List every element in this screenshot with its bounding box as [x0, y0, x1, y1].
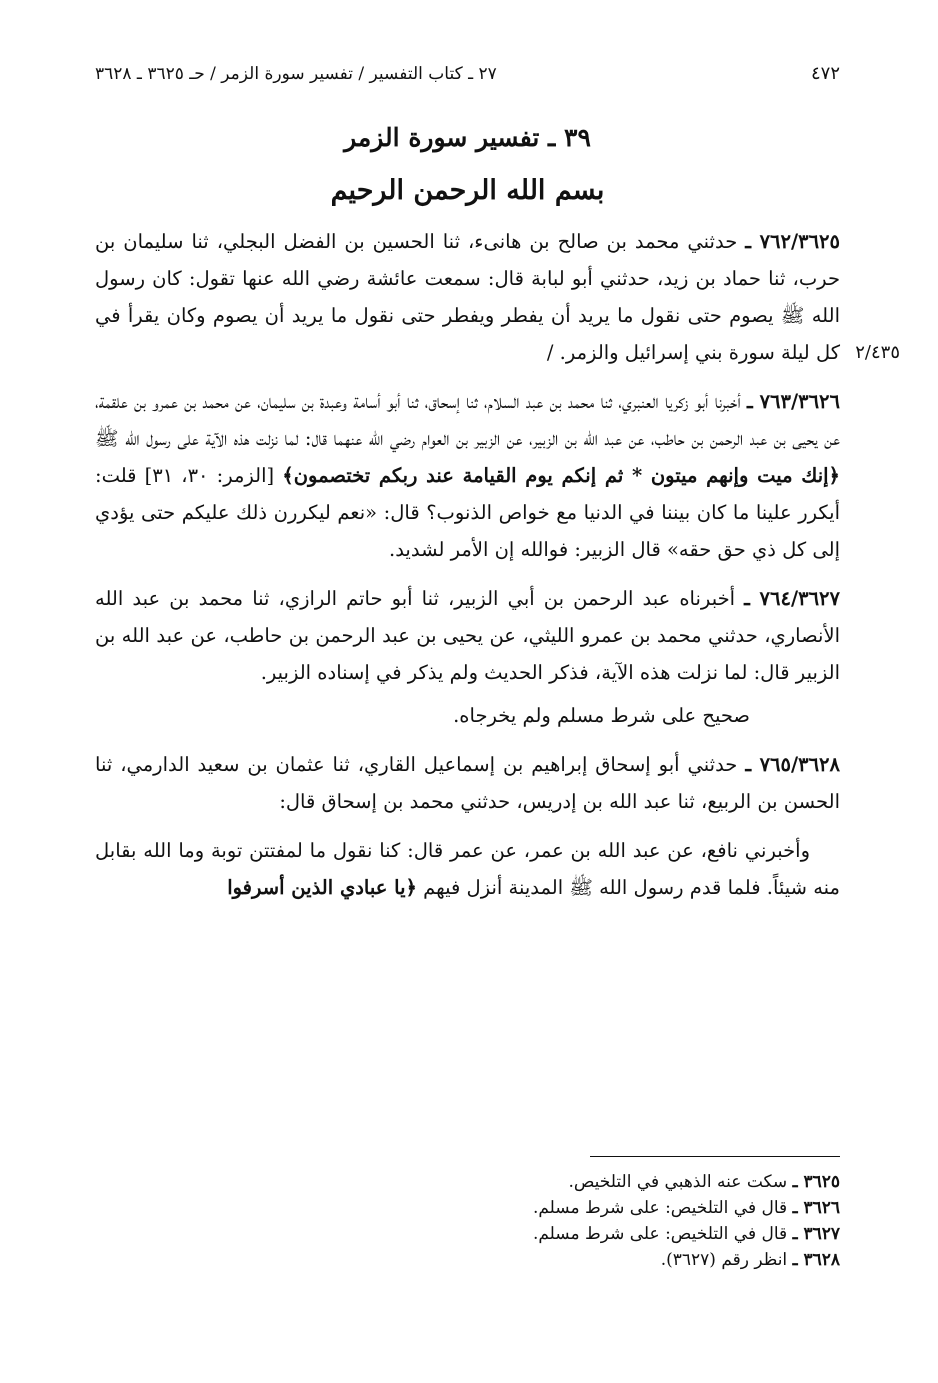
basmala: بسم الله الرحمن الرحيم: [330, 175, 605, 206]
footnote-number: ٣٦٢٧ ـ: [792, 1224, 840, 1244]
footnotes: [95, 1156, 840, 1273]
footnote-text: قال في التلخيص: على شرط مسلم.: [532, 1224, 788, 1244]
hadith-text-continued: [الزمر: ٣٠، ٣١] قلت: أيكرر علينا ما كان بيننا في الدنيا مع خواص الذنوب؟ قال: «نعم ليكررن ذلك عليكم حتى يؤدي إلى كل ذي حق حقه» قال الزبير: فوالله إن الأمر لشديد.: [95, 464, 840, 561]
hadith-3628: [95, 746, 840, 820]
hadith-text: أخبرناه عبد الرحمن بن أبي الزبير، ثنا أبو حاتم الرازي، ثنا محمد بن عبد الله الأنصاري، حدثني محمد بن عمرو الليثي، عن يحيى بن عبد الرحمن بن حاطب، عن عبد الله بن الزبير قال: لما نزلت هذه الآية، فذكر الحديث ولم يذكر في إسناده الزبير.: [95, 587, 840, 684]
page: [95, 62, 900, 906]
hadith-number: ٧٦٣/٣٦٢٦ ـ: [747, 390, 840, 413]
running-title: ٢٧ ـ كتاب التفسير / تفسير سورة الزمر / حـ ٣٦٢٥ ـ ٣٦٢٨: [95, 64, 497, 84]
margin-reference: ٢/٤٣٥: [855, 342, 900, 363]
footnote: [95, 1221, 840, 1247]
hadith-verdict: صحيح على شرط مسلم ولم يخرجاه.: [453, 704, 750, 727]
hadith-text: أخبرنا أبو زكريا العنبري، ثنا محمد بن عبد السلام، ثنا إسحاق، ثنا أبو أسامة وعبدة بن سليمان، عن محمد بن عمرو بن علقمة، عن يحيى بن عبد الرحمن بن حاطب، عن عبد الله بن الزبير، عن الزبير بن العوام رضي الله عنهما قال: لما نزلت هذه الآية على رسول الله ﷺ: [95, 390, 840, 450]
footnote-number: ٣٦٢٨ ـ: [792, 1250, 840, 1270]
footnote: [95, 1195, 840, 1221]
hadith-text: وأخبرني نافع، عن عبد الله بن عمر، عن عمر قال: كنا نقول ما لمفتتن توبة وما الله بقابل منه شيئاً. فلما قدم رسول الله ﷺ المدينة أنزل فيهم: [95, 839, 840, 899]
running-header: [95, 62, 840, 87]
footnote-text: سكت عنه الذهبي في التلخيص.: [568, 1172, 788, 1192]
hadith-3628-continuation: [95, 832, 840, 906]
quran-quote: ﴿إنك ميت وإنهم ميتون * ثم إنكم يوم القيامة عند ربكم تختصمون﴾: [282, 464, 840, 487]
footnote-text: قال في التلخيص: على شرط مسلم.: [532, 1198, 788, 1218]
page-number: ٤٧٢: [810, 63, 840, 84]
hadith-text: حدثني محمد بن صالح بن هانىء، ثنا الحسين بن الفضل البجلي، ثنا سليمان بن حرب، ثنا حماد بن زيد، حدثني أبو لبابة قال: سمعت عائشة رضي الله عنها تقول: كان رسول الله ﷺ يصوم حتى نقول ما يريد أن يفطر ويفطر حتى نقول ما يريد أن يصوم وكان يقرأ في كل ليلة سورة بني إسرائيل والزمر. /: [95, 230, 840, 364]
footnote-number: ٣٦٢٥ ـ: [792, 1172, 840, 1192]
footnote: [95, 1169, 840, 1195]
footnote-text: انظر رقم (٣٦٢٧).: [660, 1250, 788, 1270]
sura-title: ٣٩ ـ تفسير سورة الزمر: [344, 123, 591, 152]
hadith-text: حدثني أبو إسحاق إبراهيم بن إسماعيل القاري، ثنا عثمان بن سعيد الدارمي، ثنا الحسن بن الربيع، ثنا عبد الله بن إدريس، حدثني محمد بن إسحاق قال:: [95, 753, 840, 813]
hadith-3627: [95, 580, 840, 691]
hadith-number: ٧٦٤/٣٦٢٧ ـ: [744, 587, 840, 610]
hadith-3626: [95, 383, 840, 568]
footnote-divider: [590, 1156, 840, 1157]
hadith-3625: [95, 223, 900, 371]
footnote-number: ٣٦٢٦ ـ: [792, 1198, 840, 1218]
quran-quote: ﴿يا عبادي الذين أسرفوا: [227, 876, 417, 899]
hadith-number: ٧٦٥/٣٦٢٨ ـ: [745, 753, 840, 776]
footnote: [95, 1247, 840, 1273]
hadith-number: ٧٦٢/٣٦٢٥ ـ: [745, 230, 840, 253]
